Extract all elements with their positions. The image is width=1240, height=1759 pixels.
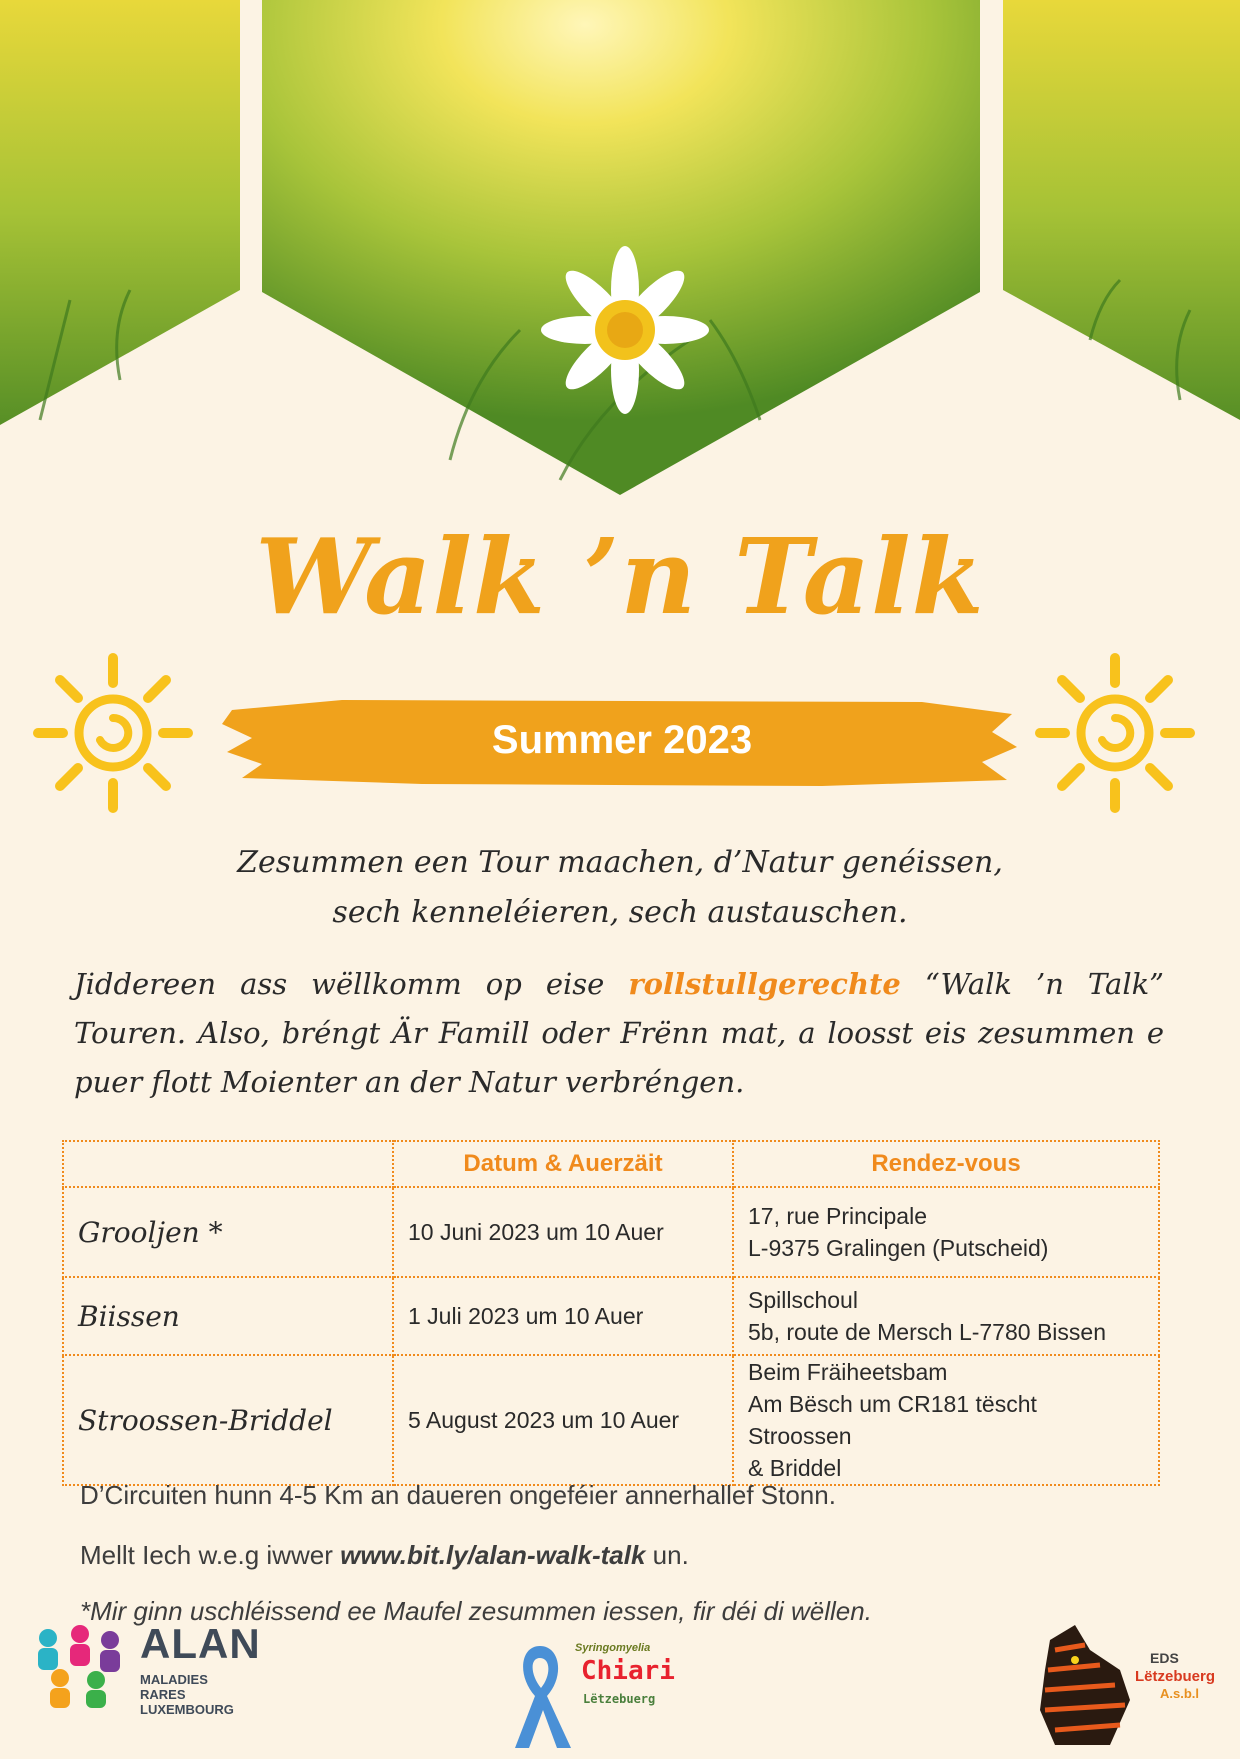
rendezvous-cell bbox=[733, 1277, 1159, 1355]
chiari-logo bbox=[505, 1636, 675, 1754]
table-header-row bbox=[63, 1141, 1159, 1187]
chiari-name: Chiari bbox=[581, 1656, 675, 1686]
date-cell: 10 Juni 2023 um 10 Auer bbox=[393, 1187, 733, 1277]
circuit-info: D’Circuiten hunn 4-5 Km an daueren ongeféier annerhallef Stonn. bbox=[80, 1480, 836, 1510]
sun-icon bbox=[28, 648, 198, 818]
registration-text: Mellt Iech w.e.g iwwer bbox=[80, 1540, 341, 1570]
place-cell: Stroossen-Briddel bbox=[63, 1355, 393, 1485]
date-cell: 1 Juli 2023 um 10 Auer bbox=[393, 1277, 733, 1355]
highlight-wheelchair-accessible: rollstullgerechte bbox=[628, 967, 901, 1001]
place-cell: Biissen bbox=[63, 1277, 393, 1355]
chiari-top-text: Syringomyelia bbox=[575, 1642, 651, 1654]
table-row bbox=[63, 1277, 1159, 1355]
table-header-rendezvous: Rendez-vous bbox=[733, 1141, 1159, 1187]
paragraph-text: “Walk ’n Talk” Touren. Also, bréngt Är Famill oder Frënn mat, a loosst eis zesummen e puer flott Moienter an der Natur verbréngen. bbox=[74, 967, 1164, 1099]
registration-link[interactable]: www.bit.ly/alan-walk-talk bbox=[340, 1540, 646, 1570]
intro-line: Zesummen een Tour maachen, d’Natur genéissen, bbox=[237, 845, 1003, 880]
eds-name: EDS bbox=[1150, 1650, 1179, 1666]
address-line: Beim Fräiheetsbam bbox=[748, 1359, 948, 1385]
invitation-paragraph bbox=[74, 960, 1164, 1107]
address-line: L-9375 Gralingen (Putscheid) bbox=[748, 1235, 1049, 1261]
alan-people-icon bbox=[30, 1620, 130, 1710]
table-header-date: Datum & Auerzäit bbox=[393, 1141, 733, 1187]
paragraph-text: Jiddereen ass wëllkomm op eise bbox=[74, 967, 629, 1001]
eds-logo bbox=[1030, 1620, 1230, 1750]
alan-logo bbox=[30, 1620, 261, 1717]
intro-line: sech kenneléieren, sech austauschen. bbox=[332, 895, 908, 930]
table-row bbox=[63, 1355, 1159, 1485]
subtitle: Summer 2023 bbox=[491, 718, 753, 762]
chiari-bottom-text: Lëtzebuerg bbox=[583, 1692, 656, 1706]
poster-title: Walk ’n Talk bbox=[255, 515, 985, 638]
place-cell: Grooljen * bbox=[63, 1187, 393, 1277]
footnote: *Mir ginn uschléissend ee Maufel zesummen iessen, fir déi di wëllen. bbox=[80, 1596, 872, 1626]
eds-legal-form: A.s.b.l bbox=[1160, 1686, 1200, 1701]
registration-info bbox=[80, 1540, 1180, 1571]
rendezvous-cell bbox=[733, 1355, 1159, 1485]
address-line: Am Bësch um CR181 tëscht Stroossen bbox=[748, 1391, 1037, 1449]
alan-subtitle bbox=[140, 1672, 240, 1717]
hero-photo-banner bbox=[0, 0, 1240, 500]
intro-text bbox=[0, 838, 1240, 938]
table-row bbox=[63, 1187, 1159, 1277]
address-line: & Briddel bbox=[748, 1455, 842, 1481]
sun-icon bbox=[1030, 648, 1200, 818]
eds-country: Lëtzebuerg bbox=[1135, 1668, 1216, 1685]
alan-subtitle-line: MALADIES RARES bbox=[140, 1672, 208, 1702]
date-cell: 5 August 2023 um 10 Auer bbox=[393, 1355, 733, 1485]
address-line: 5b, route de Mersch L-7780 Bissen bbox=[748, 1319, 1106, 1345]
rendezvous-cell bbox=[733, 1187, 1159, 1277]
schedule-table bbox=[62, 1140, 1160, 1486]
registration-text: un. bbox=[645, 1540, 689, 1570]
address-line: Spillschoul bbox=[748, 1287, 858, 1313]
zebra-icon bbox=[1030, 1620, 1140, 1750]
table-header-place bbox=[63, 1141, 393, 1187]
awareness-ribbon-icon bbox=[505, 1636, 575, 1754]
address-line: 17, rue Principale bbox=[748, 1203, 927, 1229]
alan-subtitle-line: LUXEMBOURG bbox=[140, 1702, 234, 1717]
alan-name: ALAN bbox=[140, 1620, 261, 1667]
